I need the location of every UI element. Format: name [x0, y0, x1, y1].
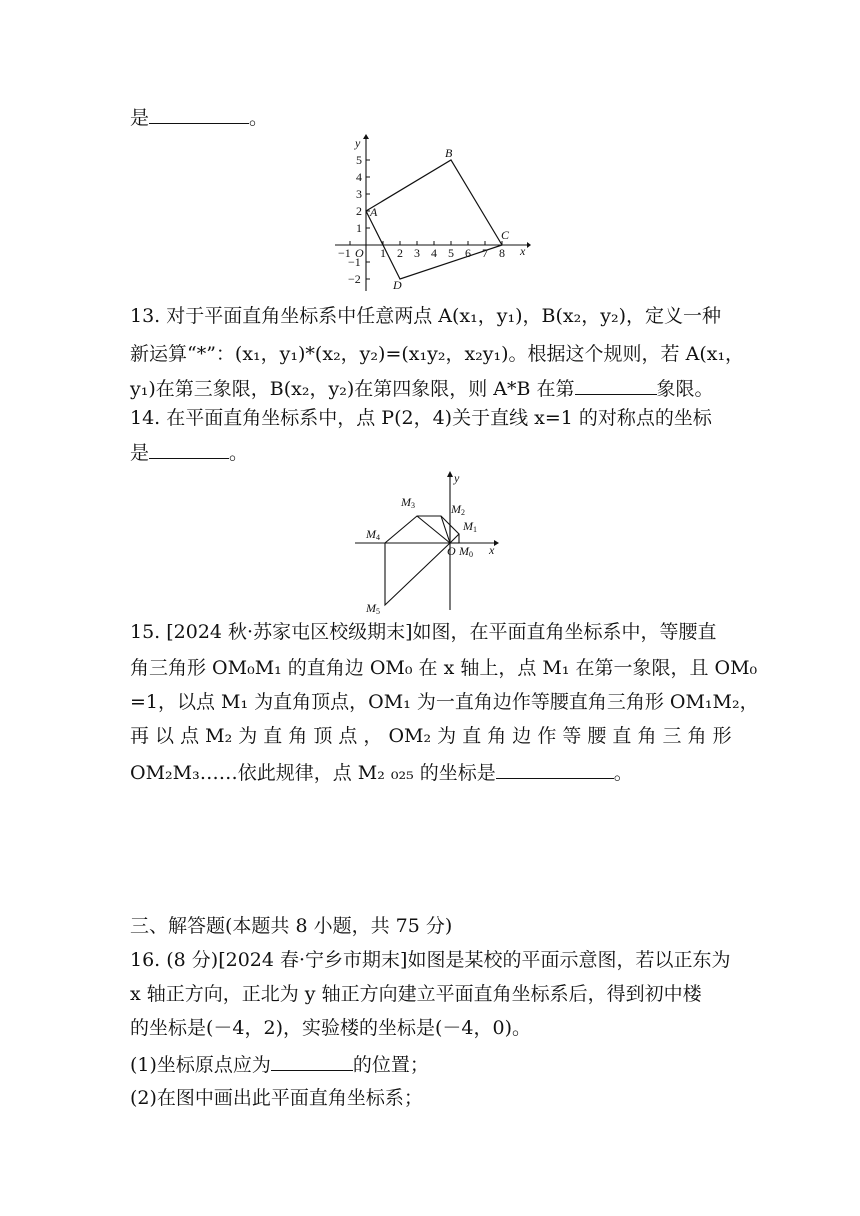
y-tick-label: 3	[356, 187, 362, 201]
q16-line-1: 16. (8 分)[2024 春·宁乡市期末]如图是某校的平面示意图，若以正东为	[130, 949, 731, 971]
q12-answer-blank[interactable]	[149, 105, 249, 124]
q16-line-2: x 轴正方向，正北为 y 轴正方向建立平面直角坐标系后，得到初中楼	[130, 983, 702, 1005]
quadrilateral	[366, 160, 502, 279]
q15-line-1: 15. [2024 秋·苏家屯区校级期末]如图，在平面直角坐标系中，等腰直	[130, 621, 717, 643]
origin-label: O	[447, 544, 456, 558]
q13-line-1: 13. 对于平面直角坐标系中任意两点 A(x₁，y₁)，B(x₂，y₂)，定义一种	[130, 305, 721, 327]
point-c-label: C	[501, 228, 510, 242]
x-tick-label: 8	[499, 246, 505, 260]
q16-part-1-text: (1)坐标原点应为	[130, 1054, 271, 1076]
y-axis-label: y	[355, 136, 361, 150]
y-axis-arrow	[447, 471, 453, 477]
q12-suffix: 。	[249, 107, 269, 129]
x-tick-label: 5	[448, 246, 454, 260]
q15-line-5-end: 。	[613, 762, 633, 784]
m3-label: M3	[401, 495, 415, 510]
x-tick-label: −1	[338, 246, 351, 260]
q16-part-1-end: 的位置；	[352, 1054, 429, 1076]
q13-line-3	[130, 376, 714, 401]
q16-line-4	[130, 1052, 429, 1077]
y-tick-label: −2	[348, 272, 361, 286]
x-axis-label: x	[520, 244, 526, 258]
figure-quadrilateral-abcd	[335, 133, 535, 293]
q14-line-2	[130, 440, 248, 465]
x-axis-label: x	[489, 543, 495, 557]
y-axis-arrow	[363, 134, 369, 139]
y-axis-label: y	[454, 471, 460, 485]
y-tick-label: 5	[356, 153, 362, 167]
x-axis-arrow	[527, 242, 531, 248]
m1-label: M1	[463, 519, 477, 534]
x-axis-arrow	[494, 540, 499, 546]
x-tick-label: 3	[414, 246, 420, 260]
q14-line-1: 14. 在平面直角坐标系中，点 P(2，4)关于直线 x=1 的对称点的坐标	[130, 407, 712, 429]
q16-line-5: (2)在图中画出此平面直角坐标系；	[130, 1087, 423, 1109]
q16-line-3: 的坐标是(－4，2)，实验楼的坐标是(－4，0)。	[130, 1017, 532, 1039]
q15-line-2: 角三角形 OM₀M₁ 的直角边 OM₀ 在 x 轴上，点 M₁ 在第一象限，且 OM₀	[130, 657, 758, 679]
x-tick-label: 7	[482, 246, 488, 260]
point-d-label: D	[393, 278, 402, 292]
spiral-outline	[385, 516, 459, 605]
x-tick-label: 2	[397, 246, 403, 260]
section-3-title: 三、解答题	[130, 915, 226, 937]
figure-spiral-triangles	[355, 470, 505, 615]
m2-label: M2	[451, 502, 465, 517]
point-b-label: B	[445, 146, 453, 160]
q14-answer-blank[interactable]	[149, 440, 229, 459]
m0-label: M0	[459, 544, 473, 559]
x-tick-label: 4	[431, 246, 437, 260]
q14-suffix: 。	[229, 442, 249, 464]
x-tick-label: 6	[465, 246, 471, 260]
q15-line-5-text: OM₂M₃……依此规律，点 M₂ ₀₂₅ 的坐标是	[130, 762, 496, 784]
point-a-label: A	[370, 205, 378, 219]
q15-line-5	[130, 760, 633, 785]
q14-prefix: 是	[130, 442, 150, 464]
x-tick-label: 1	[380, 246, 386, 260]
section-3-heading	[130, 914, 452, 938]
y-tick-label: 1	[356, 221, 362, 235]
q15-line-3: =1，以点 M₁ 为直角顶点，OM₁ 为一直角边作等腰直角三角形 OM₁M₂，	[130, 691, 759, 713]
q15-line-4: 再 以 点 M₂ 为 直 角 顶 点 ， OM₂ 为 直 角 边 作 等 腰 直 角 三 角 形	[130, 725, 732, 747]
q13-line-3-end: 象限。	[656, 378, 714, 400]
q13-line-2: 新运算“*”：(x₁，y₁)*(x₂，y₂)=(x₁y₂，x₂y₁)。根据这个规则，若 A(x₁，	[130, 343, 745, 365]
m4-label: M4	[366, 527, 380, 542]
m5-label: M5	[366, 601, 380, 615]
y-tick-label: −1	[348, 255, 361, 269]
q15-answer-blank[interactable]	[496, 760, 614, 779]
y-tick-label: 2	[356, 204, 362, 218]
y-tick-label: 4	[356, 170, 362, 184]
q13-answer-blank[interactable]	[575, 376, 657, 395]
q16-part-1-blank[interactable]	[271, 1052, 353, 1071]
q13-line-3-text: y₁)在第三象限，B(x₂，y₂)在第四象限，则 A*B 在第	[130, 378, 575, 400]
section-3-note: (本题共 8 小题，共 75 分)	[225, 915, 453, 937]
q12-answer-line	[130, 105, 268, 130]
origin-label: O	[355, 246, 364, 260]
q12-prefix: 是	[130, 107, 150, 129]
